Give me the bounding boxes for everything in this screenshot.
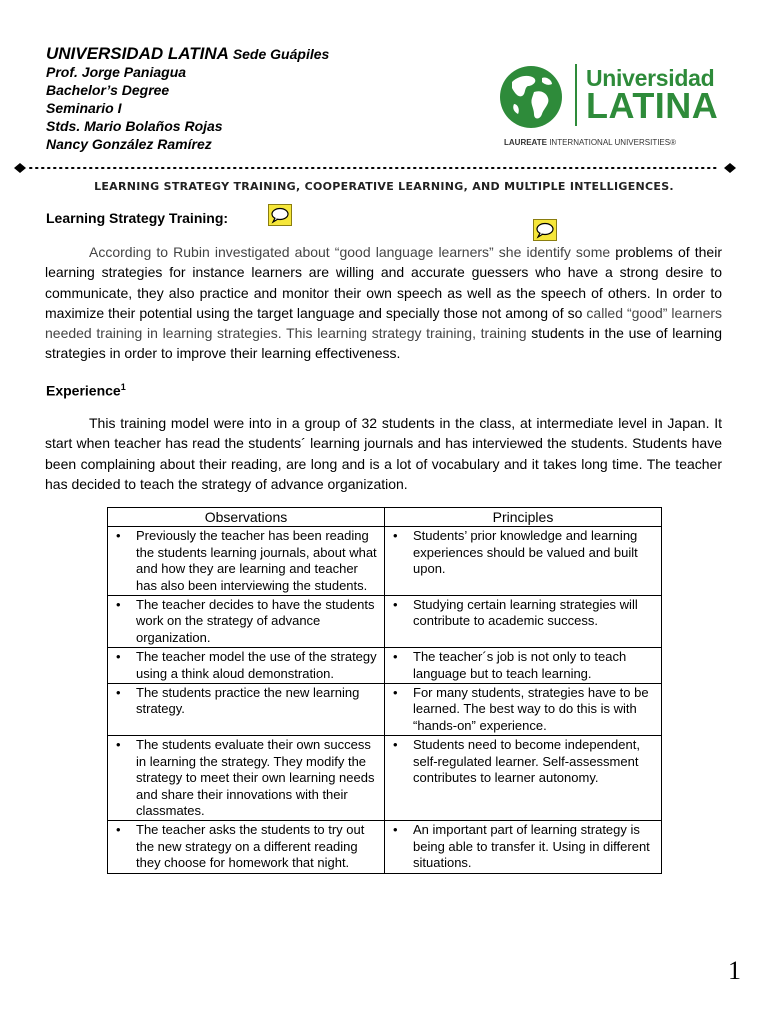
experience-text: This training model were into in a group of 32 students in the class, at intermediate level in Japan. It start when teacher has read the students´ learning journals and has interviewed the students. Students have been complaining about their reading, are long and is a lot of vocabulary and it takes long time. The teacher has decided to teach the strategy of advance organization. [45, 415, 722, 492]
observation-cell [108, 596, 385, 648]
students-line-2: Nancy González Ramírez [46, 136, 212, 152]
bullet: • [116, 597, 121, 613]
bullet: • [116, 737, 121, 753]
bullet: • [393, 737, 398, 753]
principle-cell [385, 527, 662, 596]
observation-text: The students evaluate their own success in learning the strategy. They modify the strategy to meet their own learning needs and share their innovations with their classmates. [136, 737, 375, 818]
observation-text: Previously the teacher has been reading the students learning journals, about what and how they are learning and teacher has also been interviewing the students. [136, 528, 377, 593]
tagline-bold: LAUREATE [504, 138, 547, 147]
logo-divider [575, 64, 577, 126]
column-header-principles: Principles [385, 508, 662, 527]
table-row [108, 684, 662, 736]
principle-text: For many students, strategies have to be learned. The best way to do this is with “hands-on” experience. [413, 685, 649, 733]
bullet: • [393, 685, 398, 701]
observation-text: The teacher asks the students to try out the new strategy on a different reading they choose for homework that night. [136, 822, 365, 871]
degree: Bachelor’s Degree [46, 82, 170, 98]
bullet: • [393, 597, 398, 613]
observation-cell [108, 736, 385, 821]
observation-cell [108, 527, 385, 596]
observations-table [107, 507, 662, 874]
bullet: • [116, 685, 121, 701]
logo-word-latina: LATINA [586, 85, 719, 126]
globe-icon [498, 64, 564, 130]
learning-strategy-paragraph [45, 242, 722, 364]
observation-text: The students practice the new learning strategy. [136, 685, 360, 717]
principle-text: Students need to become independent, self-regulated learner. Self-assessment contributes to learner autonomy. [413, 737, 640, 786]
students-line-1: Stds. Mario Bolaños Rojas [46, 118, 223, 134]
section-heading-learning-strategy: Learning Strategy Training: [46, 210, 229, 226]
bullet: • [393, 649, 398, 665]
section-heading-experience [46, 382, 126, 399]
footnote-marker: 1 [120, 382, 126, 392]
document-title: LEARNING STRATEGY TRAINING, COOPERATIVE LEARNING, AND MULTIPLE INTELLIGENCES. [94, 180, 674, 193]
principle-cell [385, 596, 662, 648]
table-row [108, 736, 662, 821]
university-line [46, 45, 329, 63]
bullet: • [116, 649, 121, 665]
table-row [108, 596, 662, 648]
bullet: • [116, 528, 121, 544]
paragraph-part-1: According to Rubin investigated about “good language learners” she identify some [89, 244, 611, 260]
observation-cell [108, 648, 385, 684]
dotted-divider [14, 161, 736, 175]
comment-icon[interactable] [533, 219, 557, 241]
campus-name: Sede Guápiles [232, 46, 330, 62]
principle-text: The teacher´s job is not only to teach language but to teach learning. [413, 649, 627, 681]
header-block [46, 45, 329, 153]
experience-paragraph [45, 413, 722, 494]
professor-name: Prof. Jorge Paniagua [46, 64, 187, 80]
principle-cell [385, 736, 662, 821]
observation-cell [108, 684, 385, 736]
bullet: • [393, 528, 398, 544]
observation-cell [108, 821, 385, 873]
principle-cell [385, 684, 662, 736]
table-row [108, 527, 662, 596]
paragraph-part-4: students in the use of learning strategies in order to improve their learning effectiveness. [45, 325, 723, 362]
bullet: • [116, 822, 121, 838]
table-row [108, 821, 662, 873]
table-row [108, 648, 662, 684]
page-number: 1 [728, 956, 741, 985]
university-name: UNIVERSIDAD LATINA [46, 44, 229, 63]
principle-cell [385, 821, 662, 873]
course-name: Seminario I [46, 100, 122, 116]
comment-icon[interactable] [268, 204, 292, 226]
column-header-observations: Observations [108, 508, 385, 527]
paragraph-part-2: problems of their learning strategies for instance learners are willing and accurate guessers who have a strong desire to communicate, they also practice and monitor their own speech as well as the speech of others. In order to maximize their potential using the target language and specially those not among of so [45, 244, 722, 321]
paragraph-part-3: called “good” learners needed training in learning strategies. This learning strategy training, training [45, 304, 723, 342]
bullet: • [393, 822, 398, 838]
university-logo [498, 60, 718, 152]
principle-cell [385, 648, 662, 684]
principle-text: An important part of learning strategy is being able to transfer it. Using in different situations. [413, 822, 650, 871]
observation-text: The teacher decides to have the students work on the strategy of advance organization. [136, 597, 375, 645]
tagline-rest: INTERNATIONAL UNIVERSITIES® [546, 138, 676, 147]
logo-tagline [504, 138, 676, 147]
experience-heading-text: Experience [46, 382, 121, 399]
observation-text: The teacher model the use of the strategy using a think aloud demonstration. [136, 649, 377, 681]
principle-text: Students’ prior knowledge and learning experiences should be valued and built upon. [413, 528, 638, 577]
principle-text: Studying certain learning strategies will contribute to academic success. [413, 597, 638, 629]
logo-word-universidad: Universidad [586, 65, 715, 91]
